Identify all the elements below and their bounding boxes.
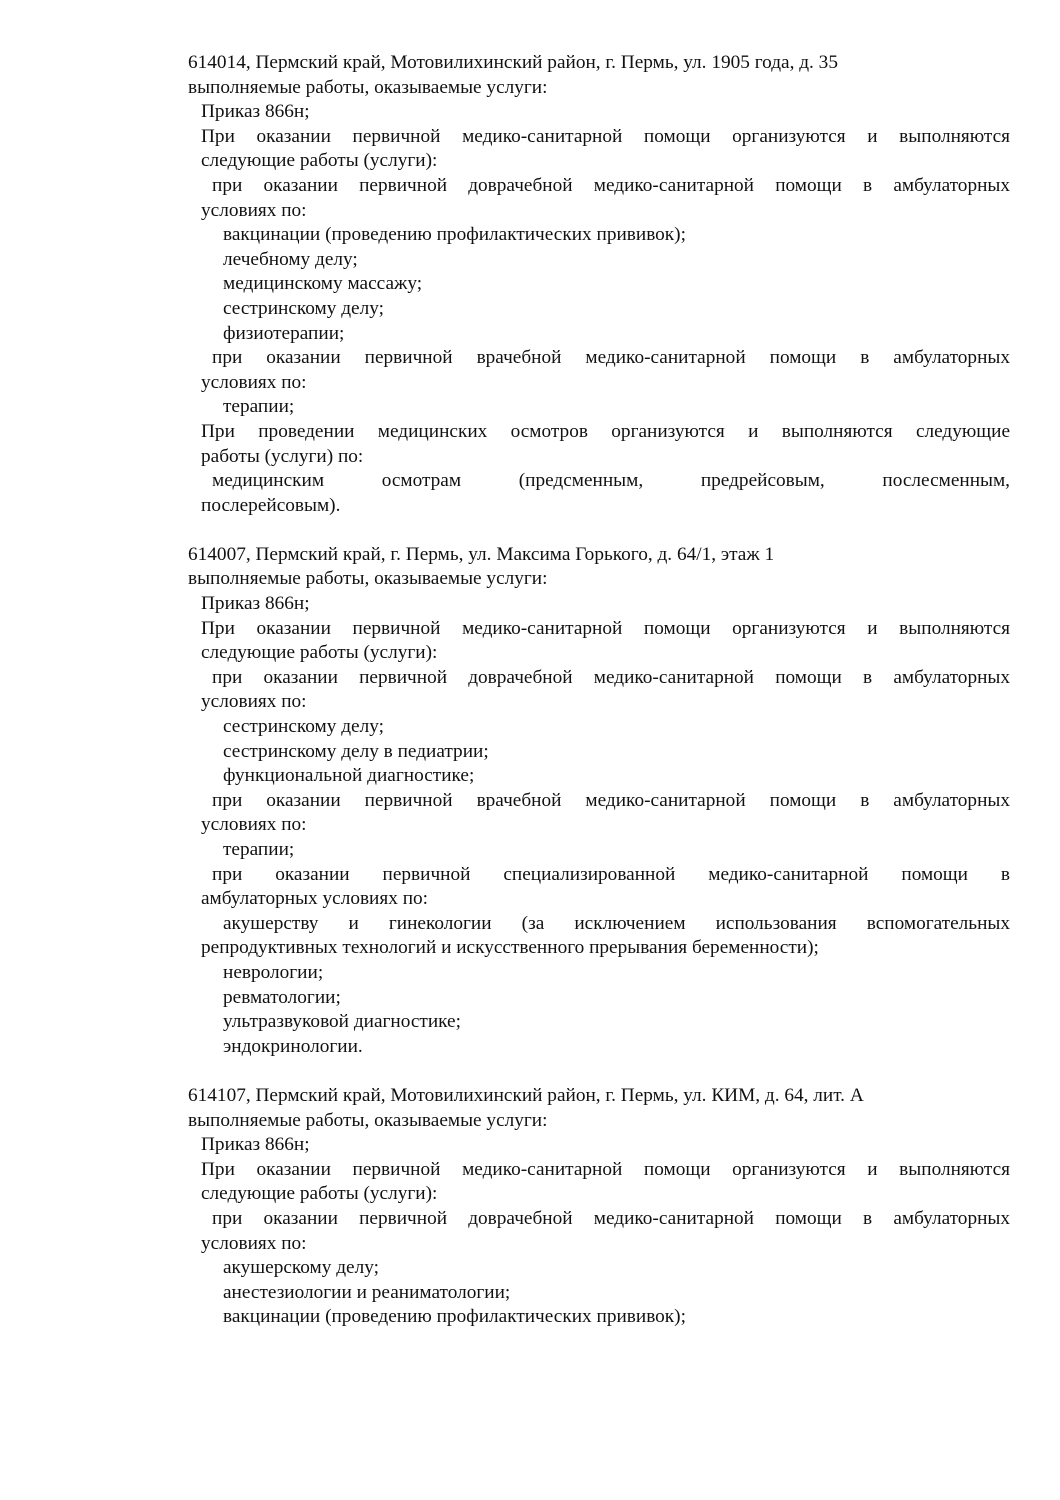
order-line: Приказ 866н; <box>201 101 310 123</box>
section-title: при оказании первичной специализированной медико-санитарной помощи в <box>212 863 1010 885</box>
list-item: ревматологии; <box>223 986 341 1008</box>
exam-line: При проведении медицинских осмотров организуются и выполняются следующие <box>201 420 1010 442</box>
section-title-cont: условиях по: <box>201 371 307 393</box>
list-item: вакцинации (проведению профилактических прививок); <box>223 1306 686 1328</box>
address-block <box>188 1084 1010 1330</box>
section-title: при оказании первичной доврачебной медико-санитарной помощи в амбулаторных <box>212 1207 1010 1229</box>
section-title: при оказании первичной доврачебной медико-санитарной помощи в амбулаторных <box>212 174 1010 196</box>
exam-line-cont: работы (услуги) по: <box>201 445 364 467</box>
list-item: медицинскому массажу; <box>223 273 423 295</box>
address-block <box>188 51 1010 518</box>
intro-line-cont: следующие работы (услуги): <box>201 150 438 172</box>
section-title: при оказании первичной доврачебной медико-санитарной помощи в амбулаторных <box>212 666 1010 688</box>
section-title: при оказании первичной врачебной медико-санитарной помощи в амбулаторных <box>212 347 1010 369</box>
order-line: Приказ 866н; <box>201 593 310 615</box>
address-line: 614107, Пермский край, Мотовилихинский район, г. Пермь, ул. КИМ, д. 64, лит. А <box>188 1084 864 1106</box>
intro-line: При оказании первичной медико-санитарной помощи организуются и выполняются <box>201 125 1010 147</box>
list-item: функциональной диагностике; <box>223 765 475 787</box>
section-title-cont: условиях по: <box>201 814 307 836</box>
list-item: физиотерапии; <box>223 322 345 344</box>
intro-line-cont: следующие работы (услуги): <box>201 642 438 664</box>
list-item-long-cont: репродуктивных технологий и искусственного прерывания беременности); <box>201 937 819 959</box>
intro-line: При оказании первичной медико-санитарной помощи организуются и выполняются <box>201 1158 1010 1180</box>
intro-line-cont: следующие работы (услуги): <box>201 1183 438 1205</box>
exam-item: медицинским осмотрам (предсменным, предрейсовым, послесменным, <box>212 470 1010 492</box>
list-item-long: акушерству и гинекологии (за исключением использования вспомогательных <box>223 912 1010 934</box>
section-title-cont: амбулаторных условиях по: <box>201 888 429 910</box>
list-item: анестезиологии и реаниматологии; <box>223 1281 511 1303</box>
list-item: сестринскому делу в педиатрии; <box>223 740 489 762</box>
list-item: терапии; <box>223 839 295 860</box>
list-item: акушерскому делу; <box>223 1257 379 1279</box>
order-line: Приказ 866н; <box>201 1134 310 1156</box>
list-item: неврологии; <box>223 961 324 983</box>
section-title: при оказании первичной врачебной медико-санитарной помощи в амбулаторных <box>212 789 1010 811</box>
list-item: вакцинации (проведению профилактических прививок); <box>223 224 686 246</box>
list-item: ультразвуковой диагностике; <box>223 1011 461 1033</box>
works-label: выполняемые работы, оказываемые услуги: <box>188 568 548 590</box>
section-title-cont: условиях по: <box>201 1232 307 1254</box>
address-line: 614014, Пермский край, Мотовилихинский район, г. Пермь, ул. 1905 года, д. 35 <box>188 52 838 73</box>
section-title-cont: условиях по: <box>201 199 307 221</box>
works-label: выполняемые работы, оказываемые услуги: <box>188 76 548 98</box>
works-label: выполняемые работы, оказываемые услуги: <box>188 1109 548 1131</box>
list-item: лечебному делу; <box>223 248 358 270</box>
section-title-cont: условиях по: <box>201 691 307 713</box>
exam-item-cont: послерейсовым). <box>201 494 341 516</box>
address-block <box>188 543 1010 1059</box>
list-item: сестринскому делу; <box>223 716 384 738</box>
document-page <box>188 51 1010 1354</box>
intro-line: При оказании первичной медико-санитарной помощи организуются и выполняются <box>201 617 1010 639</box>
list-item: эндокринологии. <box>223 1035 363 1057</box>
list-item: сестринскому делу; <box>223 297 384 319</box>
list-item: терапии; <box>223 396 295 418</box>
address-line: 614007, Пермский край, г. Пермь, ул. Максима Горького, д. 64/1, этаж 1 <box>188 543 775 565</box>
